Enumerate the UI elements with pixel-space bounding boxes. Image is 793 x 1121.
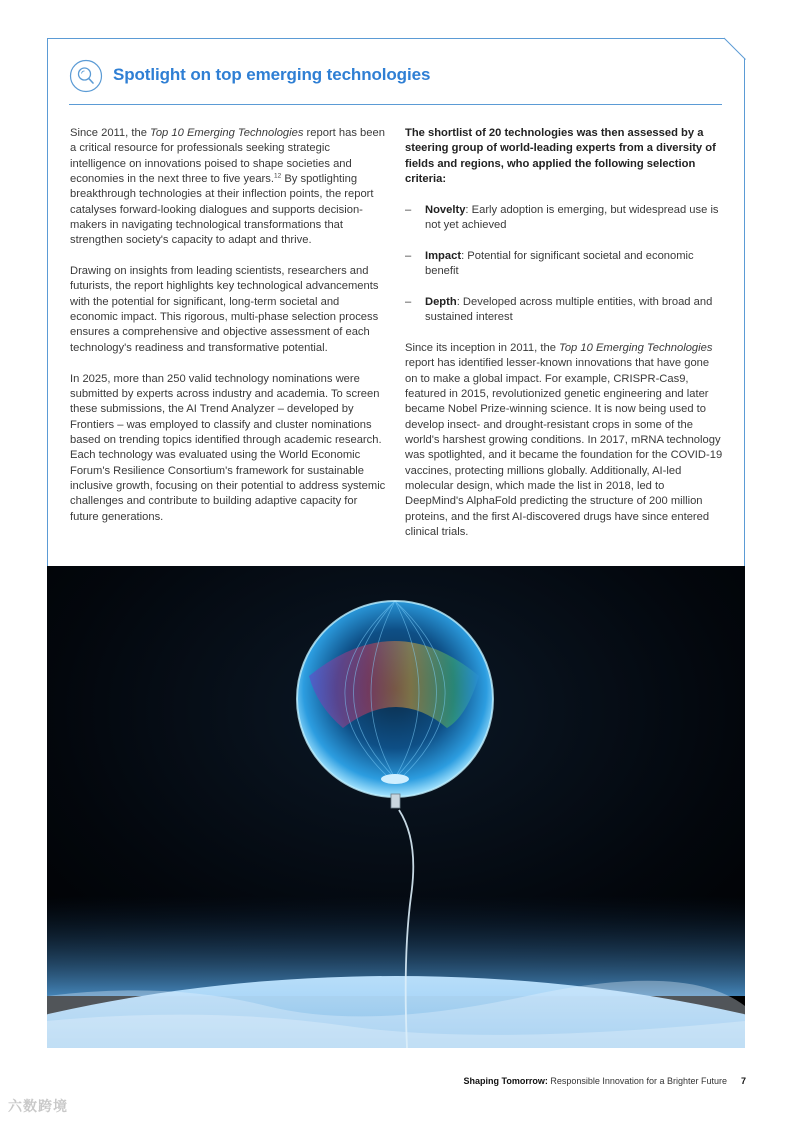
nominations-paragraph: In 2025, more than 250 valid technology nominations were submitted by experts across industry and academia. To screen these submissions, the AI Trend Analyzer – developed by Frontiers – was employed to classify and cluster nominations based on trending topics identified through academic research. Each technology was evaluated using the World Economic Forum's Resilience Consortium's framework for sustainable inclusive growth, focusing on their potential to address systemic challenges and contribute to building adaptive capacity for future generations.	[70, 372, 386, 523]
footer-report-title: Shaping Tomorrow:	[463, 1076, 548, 1086]
list-item: – Depth: Developed across multiple entities, with broad and sustained interest	[405, 295, 713, 324]
magnifier-icon	[69, 59, 103, 93]
shortlist-paragraph: The shortlist of 20 technologies was then assessed by a steering group of world-leading experts from a diversity of fields and regions, who applied the following selection criteria:	[405, 127, 716, 186]
intro-paragraph: Since 2011, the Top 10 Emerging Technologies report has been a critical resource for professionals seeking strategic intelligence on innovations poised to shape societies and economies in the next three to five years.$^{12}$ By spotlighting breakthrough technologies at their inflection points, the report catalyses forward-looking dialogues and supports decision-makers in navigating technological transformations that strengthen society's capacity to adapt and thrive.	[70, 127, 385, 247]
footer-report-subtitle: Responsible Innovation for a Brighter Future	[547, 1076, 727, 1086]
watermark-text: 六数跨境	[8, 1098, 68, 1114]
page-number: 7	[740, 1076, 746, 1086]
list-item: – Novelty: Early adoption is emerging, but widespread use is not yet achieved	[405, 203, 719, 232]
list-item: – Impact: Potential for significant societal and economic benefit	[405, 249, 694, 278]
impact-history-paragraph: Since its inception in 2011, the Top 10 Emerging Technologies report has identified lesser-known innovations that have gone on to make a global impact. For example, CRISPR-Cas9, featured in 2015, revolutionized genetic engineering and later became Nobel Prize-winning science. It is now being used to develop insect- and drought-resistant crops in some of the world's harshest growing conditions. In 2017, mRNA technology was spotlighted, and it became the foundation for the COVID-19 vaccines, protecting millions globally. Additionally, AI-led molecular design, which made the list in 2018, led to DeepMind's AlphaFold predicting the structure of 200 million proteins, and the first AI-discovered drugs have since entered clinical trials.	[405, 341, 723, 538]
section-header	[69, 58, 722, 105]
left-column	[70, 126, 388, 540]
criteria-list	[405, 203, 723, 326]
page-footer	[0, 1076, 746, 1086]
right-column	[405, 126, 723, 556]
footnote-ref: 12	[273, 172, 282, 180]
page-title: Spotlight on top emerging technologies	[113, 65, 431, 84]
hero-image-balloon	[47, 566, 745, 1048]
insights-paragraph: Drawing on insights from leading scientists, researchers and futurists, the report highlights key technological advancements with the potential for significant, long-term societal and economic impact. This rigorous, multi-phase selection process ensures a comprehensive and objective assessment of each technology's readiness and transformative potential.	[70, 265, 379, 354]
